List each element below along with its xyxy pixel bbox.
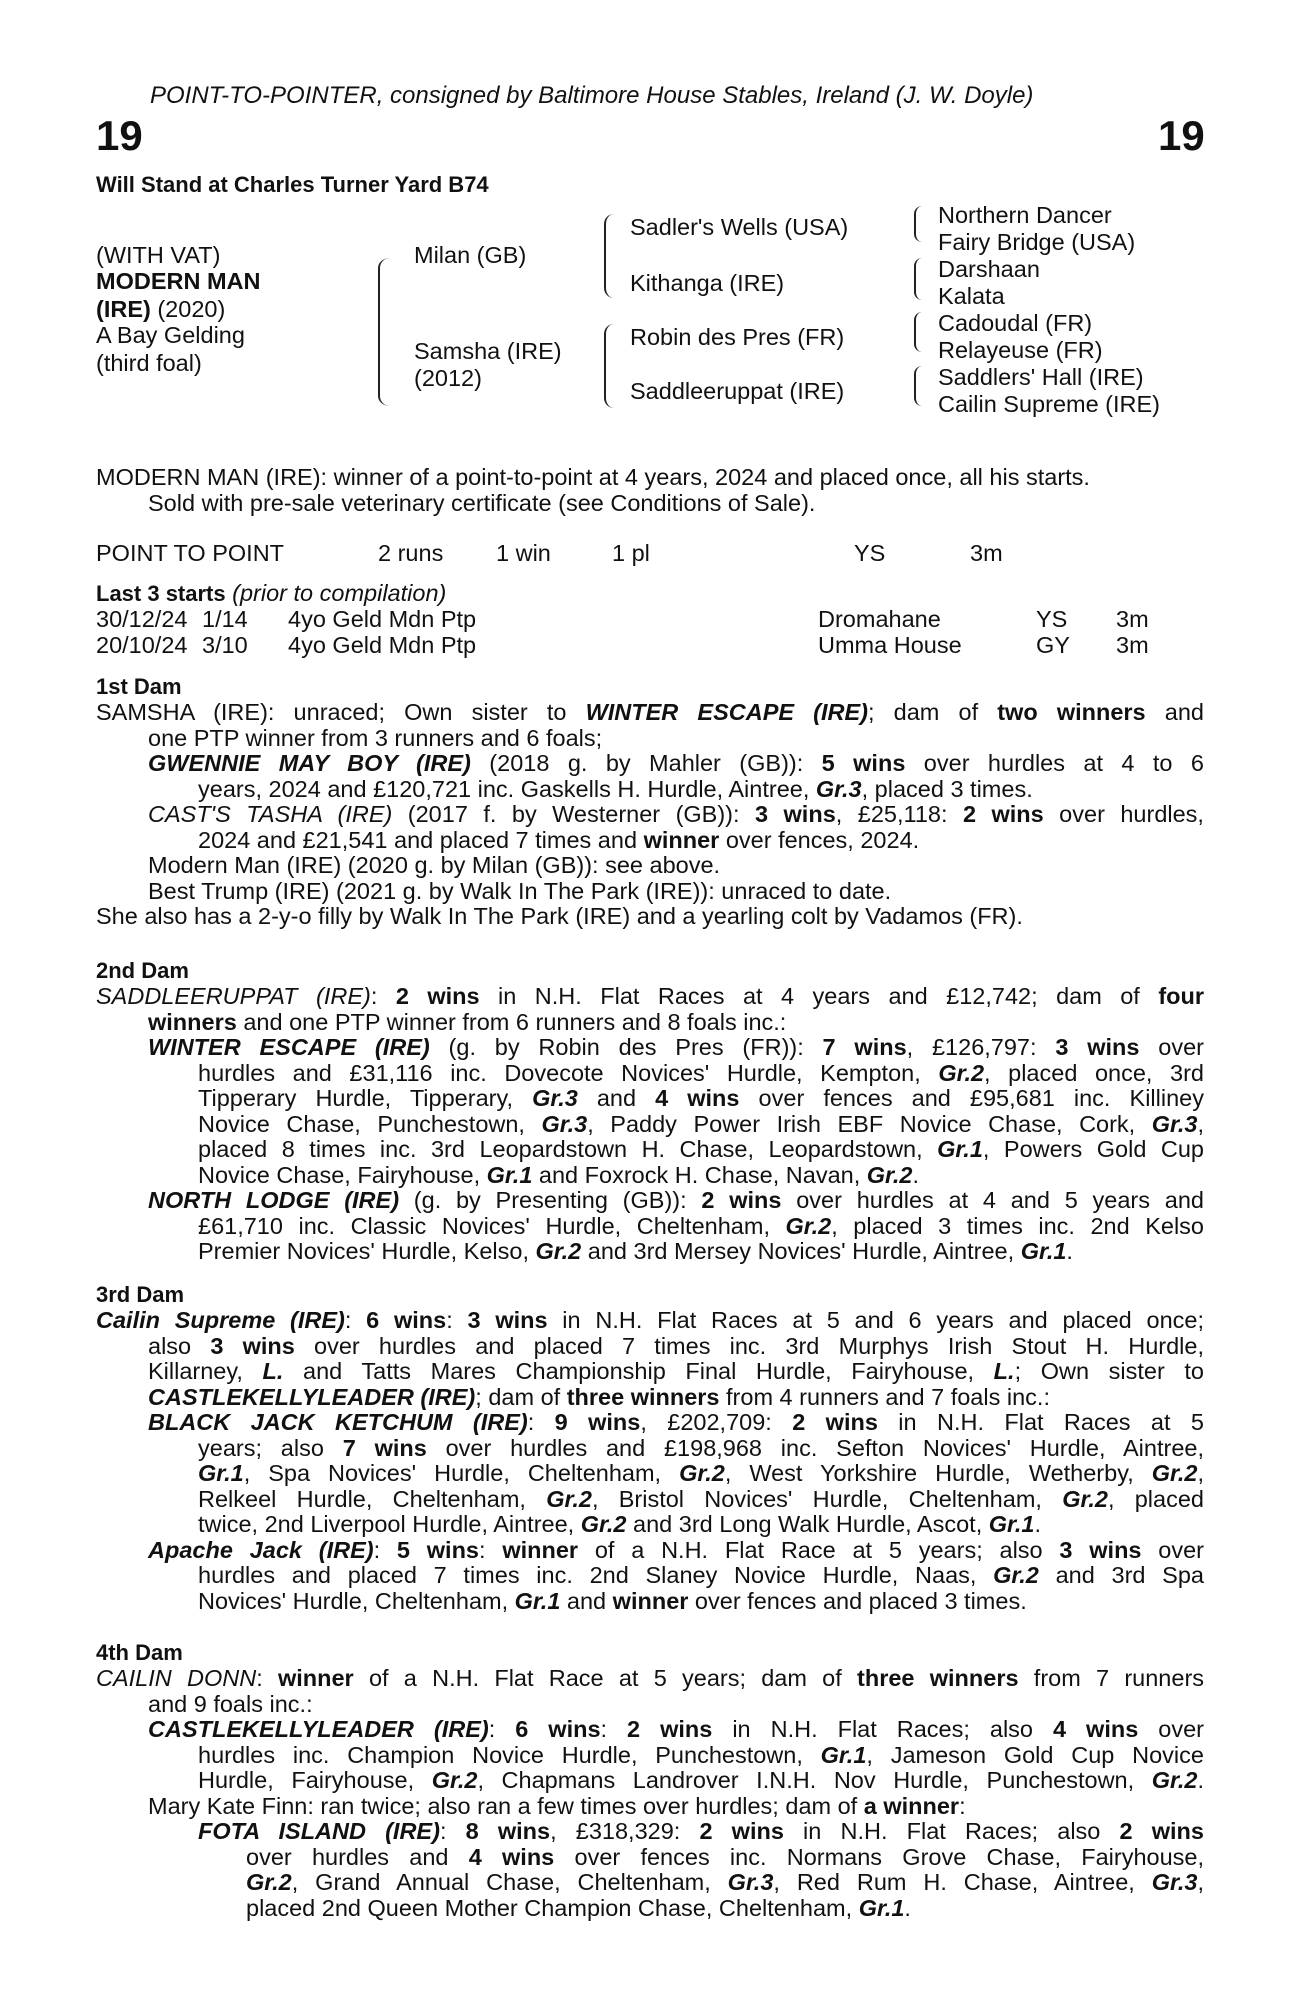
start-row-race: 4yo Geld Mdn Ptp [288, 606, 477, 632]
horse-country: (IRE) [96, 296, 151, 322]
horse-description: A Bay Gelding [96, 322, 245, 348]
pedigree-brace-ds [914, 312, 924, 352]
produce-line: Novice Chase, Fairyhouse, Gr.1 and Foxrock H. Chase, Navan, Gr.2. [198, 1161, 920, 1188]
produce-line: Premier Novices' Hurdle, Kelso, Gr.2 and 3rd Mersey Novices' Hurdle, Aintree, Gr.1. [198, 1238, 1073, 1264]
stand-location: Will Stand at Charles Turner Yard B74 [96, 172, 489, 197]
section-heading: 2nd Dam [96, 958, 189, 983]
pedigree-brace-sd [914, 258, 924, 300]
pedigree-sds: Darshaan [938, 256, 1040, 282]
fourth-dam-section [96, 1640, 1204, 1921]
produce-line: Novice Chase, Punchestown, Gr.3, Paddy Power Irish EBF Novice Chase, Cork, Gr.3, [198, 1110, 1205, 1137]
produce-line: placed 2nd Queen Mother Champion Chase, Cheltenham, Gr.1. [246, 1894, 911, 1921]
produce-line: years, 2024 and £120,721 inc. Gaskells H. Hurdle, Aintree, Gr.3, placed 3 times. [198, 775, 1033, 802]
pedigree-sire-dam: Kithanga (IRE) [630, 270, 785, 296]
horse-year: (2020) [157, 296, 226, 322]
dam-line: winners and one PTP winner from 6 runners and 8 foals inc.: [148, 1008, 787, 1035]
horse-name: MODERN MAN [96, 268, 261, 294]
summary-line-2: Sold with pre-sale veterinary certificate (see Conditions of Sale). [148, 490, 816, 516]
third-dam-section [96, 1282, 1204, 1614]
dam-line: also 3 wins over hurdles and placed 7 times inc. 3rd Murphys Irish Stout H. Hurdle, [148, 1332, 1204, 1359]
produce-line: Mary Kate Finn: ran twice; also ran a few times over hurdles; dam of a winner: [148, 1792, 966, 1819]
produce-line: placed 8 times inc. 3rd Leopardstown H. Chase, Leopardstown, Gr.1, Powers Gold Cup [198, 1136, 1204, 1162]
horse-foal: (third foal) [96, 350, 202, 376]
last-starts-note: (prior to compilation) [232, 580, 447, 606]
first-dam-section [96, 674, 1204, 930]
start-row-pos: 3/10 [202, 632, 248, 658]
dam-line: SAMSHA (IRE): unraced; Own sister to WINTER ESCAPE (IRE); dam of two winners and [96, 699, 1204, 725]
dam-line: Cailin Supreme (IRE): 6 wins: 3 wins in N.H. Flat Races at 5 and 6 years and placed once; [96, 1307, 1204, 1333]
pedigree-dss: Cadoudal (FR) [938, 310, 1093, 336]
produce-line: FOTA ISLAND (IRE): 8 wins, £318,329: 2 wins in N.H. Flat Races; also 2 wins [198, 1818, 1204, 1844]
pedigree-dam-year: (2012) [414, 365, 482, 391]
dam-line: CASTLEKELLYLEADER (IRE); dam of three winners from 4 runners and 7 foals inc.: [148, 1383, 1050, 1410]
produce-line: Best Trump (IRE) (2021 g. by Walk In The Park (IRE)): unraced to date. [148, 877, 892, 904]
pedigree-dds: Saddlers' Hall (IRE) [938, 364, 1144, 390]
start-row-pos: 1/14 [202, 606, 248, 632]
pedigree-brace-dam [604, 324, 616, 408]
vat-label: (WITH VAT) [96, 242, 221, 268]
pedigree-sire-sire: Sadler's Wells (USA) [630, 214, 849, 240]
start-row-dist: 3m [1116, 632, 1149, 658]
summary-line-1: MODERN MAN (IRE): winner of a point-to-point at 4 years, 2024 and placed once, all his starts. [96, 464, 1090, 490]
pedigree-dsd: Relayeuse (FR) [938, 337, 1103, 363]
dam-line: CAILIN DONN: winner of a N.H. Flat Race at 5 years; dam of three winners from 7 runners [96, 1665, 1205, 1691]
produce-line: hurdles and £31,116 inc. Dovecote Novices' Hurdle, Kempton, Gr.2, placed once, 3rd [198, 1059, 1204, 1086]
ptp-wins: 1 win [496, 540, 551, 566]
start-row-course: Umma House [818, 632, 962, 658]
lot-number-left: 19 [96, 112, 143, 159]
ptp-runs: 2 runs [378, 540, 444, 566]
last-starts-heading [96, 580, 446, 607]
start-row-date: 30/12/24 [96, 606, 188, 632]
produce-line: Apache Jack (IRE): 5 wins: winner of a N.H. Flat Race at 5 years; also 3 wins over [148, 1536, 1205, 1563]
pedigree-brace-sire [604, 214, 616, 298]
start-row-race: 4yo Geld Mdn Ptp [288, 632, 477, 658]
produce-line: Relkeel Hurdle, Cheltenham, Gr.2, Bristol Novices' Hurdle, Cheltenham, Gr.2, placed [198, 1485, 1204, 1512]
produce-line: 2024 and £21,541 and placed 7 times and winner over fences, 2024. [198, 826, 920, 853]
produce-line: Gr.1, Spa Novices' Hurdle, Cheltenham, Gr.2, West Yorkshire Hurdle, Wetherby, Gr.2, [198, 1460, 1204, 1486]
ptp-label: POINT TO POINT [96, 540, 285, 566]
pedigree-sdd: Kalata [938, 283, 1005, 309]
produce-line: GWENNIE MAY BOY (IRE) (2018 g. by Mahler (GB)): 5 wins over hurdles at 4 to 6 [148, 750, 1204, 776]
produce-line: Gr.2, Grand Annual Chase, Cheltenham, Gr.3, Red Rum H. Chase, Aintree, Gr.3, [246, 1869, 1204, 1895]
pedigree-dam-sire: Robin des Pres (FR) [630, 324, 845, 350]
produce-line: WINTER ESCAPE (IRE) (g. by Robin des Pres (FR)): 7 wins, £126,797: 3 wins over [148, 1034, 1204, 1060]
produce-line: Tipperary Hurdle, Tipperary, Gr.3 and 4 wins over fences and £95,681 inc. Killiney [198, 1085, 1204, 1111]
section-heading: 1st Dam [96, 674, 182, 699]
pedigree-sire: Milan (GB) [414, 242, 527, 268]
pedigree-dam: Samsha (IRE) [414, 338, 562, 364]
produce-line: hurdles inc. Champion Novice Hurdle, Punchestown, Gr.1, Jameson Gold Cup Novice [198, 1741, 1204, 1768]
horse-origin-year [96, 296, 225, 322]
start-row-course: Dromahane [818, 606, 941, 632]
start-row-going: YS [1036, 606, 1068, 632]
section-heading: 3rd Dam [96, 1282, 185, 1307]
pedigree-ddd: Cailin Supreme (IRE) [938, 391, 1161, 417]
start-row-dist: 3m [1116, 606, 1149, 632]
dam-line: SADDLEERUPPAT (IRE): 2 wins in N.H. Flat Races at 4 years and £12,742; dam of four [96, 983, 1204, 1009]
dam-line: Killarney, L. and Tatts Mares Championship Final Hurdle, Fairyhouse, L.; Own sister to [148, 1358, 1204, 1384]
dam-line: one PTP winner from 3 runners and 6 foals; [148, 724, 603, 751]
ptp-placed: 1 pl [612, 540, 650, 566]
produce-line: over hurdles and 4 wins over fences inc. Normans Grove Chase, Fairyhouse, [246, 1843, 1204, 1870]
dam-line: She also has a 2-y-o filly by Walk In The Park (IRE) and a yearling colt by Vadamos (FR). [96, 903, 1023, 929]
pedigree-brace-dd [914, 366, 924, 406]
ptp-going: YS [854, 540, 886, 566]
produce-line: years; also 7 wins over hurdles and £198,968 inc. Sefton Novices' Hurdle, Aintree, [198, 1434, 1204, 1461]
pedigree-sss: Northern Dancer [938, 202, 1112, 228]
produce-line: hurdles and placed 7 times inc. 2nd Slaney Novice Hurdle, Naas, Gr.2 and 3rd Spa [198, 1562, 1204, 1588]
produce-line: NORTH LODGE (IRE) (g. by Presenting (GB)): 2 wins over hurdles at 4 and 5 years and [148, 1187, 1204, 1213]
produce-line: CAST'S TASHA (IRE) (2017 f. by Westerner (GB)): 3 wins, £25,118: 2 wins over hurdles, [148, 801, 1204, 827]
start-row-date: 20/10/24 [96, 632, 188, 658]
produce-line: £61,710 inc. Classic Novices' Hurdle, Cheltenham, Gr.2, placed 3 times inc. 2nd Kelso [198, 1212, 1204, 1239]
dam-line: and 9 foals inc.: [148, 1690, 313, 1717]
produce-line: Hurdle, Fairyhouse, Gr.2, Chapmans Landrover I.N.H. Nov Hurdle, Punchestown, Gr.2. [198, 1767, 1205, 1793]
section-heading: 4th Dam [96, 1640, 183, 1665]
produce-line: BLACK JACK KETCHUM (IRE): 9 wins, £202,709: 2 wins in N.H. Flat Races at 5 [148, 1409, 1204, 1435]
produce-line: Novices' Hurdle, Cheltenham, Gr.1 and winner over fences and placed 3 times. [198, 1587, 1027, 1614]
pedigree-ssd: Fairy Bridge (USA) [938, 229, 1136, 255]
last-starts-title: Last 3 starts [96, 581, 226, 606]
pedigree-dam-dam: Saddleeruppat (IRE) [630, 378, 845, 404]
lot-number-right: 19 [1158, 112, 1205, 159]
consignment-line: POINT-TO-POINTER, consigned by Baltimore House Stables, Ireland (J. W. Doyle) [150, 82, 1034, 109]
second-dam-section [96, 958, 1204, 1265]
produce-line: twice, 2nd Liverpool Hurdle, Aintree, Gr.2 and 3rd Long Walk Hurdle, Ascot, Gr.1. [198, 1511, 1042, 1537]
start-row-going: GY [1036, 632, 1070, 658]
ptp-distance: 3m [970, 540, 1003, 566]
produce-line: CASTLEKELLYLEADER (IRE): 6 wins: 2 wins in N.H. Flat Races; also 4 wins over [148, 1716, 1204, 1742]
produce-line: Modern Man (IRE) (2020 g. by Milan (GB)): see above. [148, 852, 721, 878]
pedigree-brace-ss [914, 206, 924, 242]
pedigree-brace-main [378, 258, 392, 406]
